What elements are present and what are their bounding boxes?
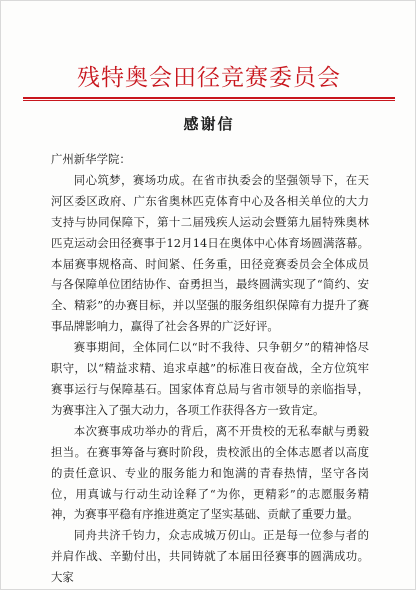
paragraph-3: 本次赛事成功举办的背后，离不开贵校的无私奉献与勇毅担当。在赛事筹备与赛时阶段，贵校派出的全体志愿者以高度的责任意识、专业的服务能力和饱满的青春热情，坚守各岗位，用真诚与行动生动诠释了“为你，更精彩”的志愿服务精神，为赛事平稳有序推进奠定了坚实基础、贡献了重要力量。 <box>51 423 369 522</box>
letter-body <box>51 149 369 588</box>
header-rule-thick <box>23 97 395 99</box>
paragraph-2: 赛事期间，全体同仁以“时不我待、只争朝夕”的精神恪尽职守，以“精益求精、追求卓越”的标准日夜奋战，全方位筑牢赛事运行与保障基石。国家体育总局与省市领导的亲临指导，为赛事注入了强大动力，各项工作获得各方一致肯定。 <box>51 340 369 417</box>
paragraph-1: 同心筑梦，赛场功成。在省市执委会的坚强领导下，在天河区委区政府、广东省奥林匹克体育中心及各相关单位的大力支持与协同保障下，第十二届残疾人运动会暨第九届特殊奥林匹克运动会田径赛事于12月14日在奥体中心体育场圆满落幕。本届赛事规格高、时间紧、任务重，田径竞赛委员会全体成员与各保障单位团结协作、奋勇担当，最终圆满实现了“简约、安全、精彩”的办赛目标，并以坚强的服务组织保障有力提升了赛事品牌影响力，赢得了社会各界的广泛好评。 <box>51 172 369 334</box>
committee-header: 残特奥会田径竞赛委员会 <box>77 65 341 91</box>
letter-title: 感谢信 <box>183 115 235 133</box>
header-rule-thin <box>23 100 395 101</box>
paragraph-4: 同舟共济千钧力，众志成城万仞山。正是每一位参与者的并肩作战、辛勤付出，共同铸就了本届田径赛事的圆满成功。大家 <box>51 528 369 585</box>
salutation: 广州新华学院： <box>51 152 131 166</box>
